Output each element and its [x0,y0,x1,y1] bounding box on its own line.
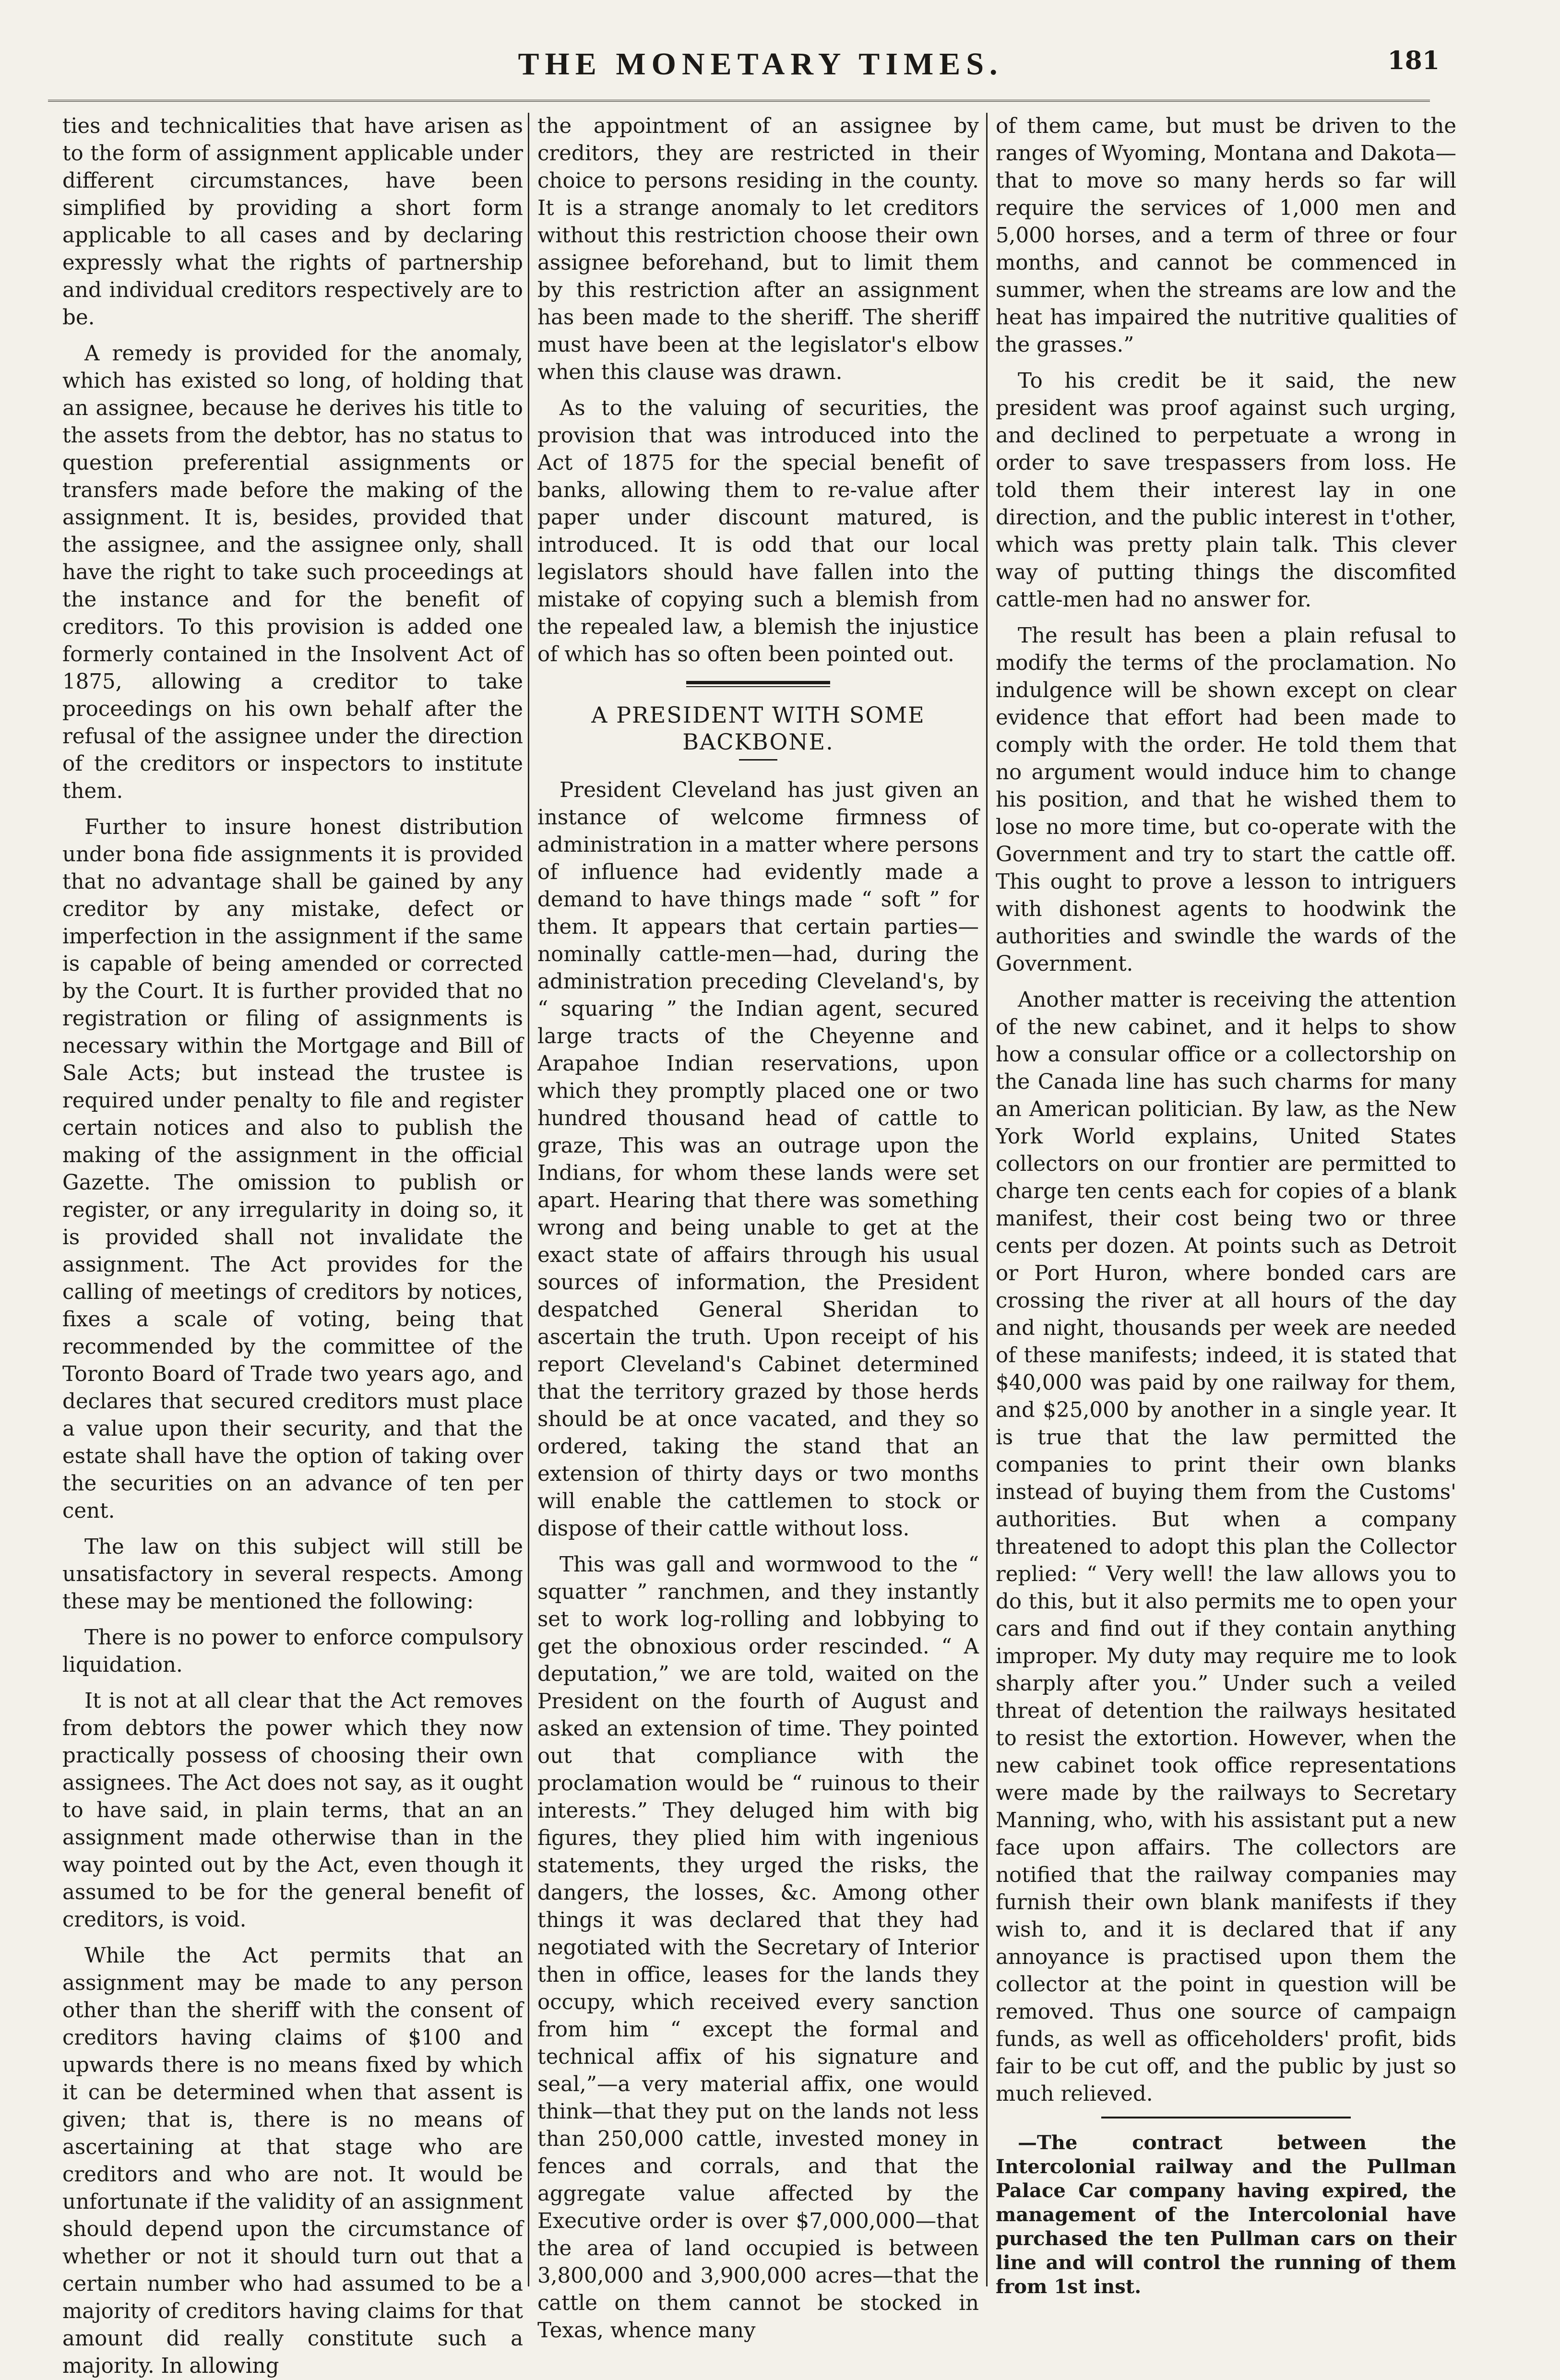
paragraph: The law on this subject will still be unsatisfactory in several respects. Among these may be mentioned the following: [62,1535,523,1614]
column-1 [62,113,523,2378]
paragraph: Another matter is receiving the attention of the new cabinet, and it helps to show how a consular office or a collectorship on the Canada line has such charms for many an American politician. By law, as the New York World explains, United States collectors on our frontier are permitted to charge ten cents each for copies of a blank manifest, their cost being two or three cents per dozen. At points such as Detroit or Port Huron, where bonded cars are crossing the river at all hours of the day and night, thousands per week are needed of these manifests; indeed, it is stated that $40,000 was paid by one railway for them, and $25,000 by another in a single year. It is true that the law permitted the companies to print their own blanks instead of buying them from the Customs' authorities. But when a company threatened to adopt this plan the Collector replied: “ Very well! the law allows you to do this, but it also permits me to open your cars and find out if they contain anything improper. My duty may require me to look sharply after you.” Under such a veiled threat of detention the railways hesitated to resist the extortion. However, when the new cabinet took office representations were made by the railways to Secretary Manning, who, with his assistant put a new face upon affairs. The collectors are notified that the railway companies may furnish their own blank manifests if they wish to, and it is declared that if any annoyance is practised upon them the collector at the point in question will be removed. Thus one source of campaign funds, as well as officeholders' profit, bids fair to be cut off, and the public by just so much relieved. [996,988,1456,2106]
paragraph: President Cleveland has just given an instance of welcome firmness of administration in a matter where persons of influence had evidently made a demand to have things made “ soft ” for them. It appears that certain parties—nominally cattle-men—had, during the administration preceding Cleveland's, by “ squaring ” the Indian agent, secured large tracts of the Cheyenne and Arapahoe Indian reservations, upon which they promptly placed one or two hundred thousand head of cattle to graze, This was an outrage upon the Indians, for whom these lands were set apart. Hearing that there was something wrong and being unable to get at the exact state of affairs through his usual sources of information, the President despatched General Sheridan to ascertain the truth. Upon receipt of his report Cleveland's Cabinet determined that the territory grazed by those herds should be at once vacated, and they so ordered, taking the stand that an extension of thirty days or two months will enable the cattlemen to stock or dispose of their cattle without loss. [537,778,979,1541]
newspaper-title: THE MONETARY TIMES. [518,47,1003,82]
paragraph: As to the valuing of securities, the provision that was introduced into the Act of 1875 for the special benefit of banks, allowing them to re-value after paper under discount matured, is introduced. It is odd that our local legislators should have fallen into the mistake of copying such a blemish from the repealed law, a blemish the injustice of which has so often been pointed out. [537,396,979,666]
column-2 [537,113,979,2343]
headline-underline [739,759,777,761]
section-divider [1101,2117,1351,2118]
news-note: —The contract between the Intercolonial railway and the Pullman Palace Car company having expired, the management of the Intercolonial have purchased the ten Pullman cars on their line and will control the running of them from 1st inst. [996,2131,1456,2298]
paragraph: of them came, but must be driven to the ranges of Wyoming, Montana and Dakota—that to move so many herds so far will require the services of 1,000 men and 5,000 horses, and a term of three or four months, and cannot be commenced in summer, when the streams are low and the heat has impaired the nutritive qualities of the grasses.” [996,114,1456,357]
paragraph: The result has been a plain refusal to modify the terms of the proclamation. No indulgence will be shown except on clear evidence that effort had been made to comply with the order. He told them that no argument would induce him to change his position, and that he wished them to lose no more time, but co-operate with the Government and try to start the cattle off. This ought to prove a lesson to intriguers with dishonest agents to hoodwink the authorities and swindle the wards of the Government. [996,624,1456,976]
column-rule-1 [528,113,529,2286]
column-rule-2 [986,113,988,2286]
column-3 [996,113,1456,2298]
paragraph: This was gall and wormwood to the “ squatter ” ranchmen, and they instantly set to work log-rolling and lobbying to get the obnoxious order rescinded. “ A deputation,” we are told, waited on the President on the fourth of August and asked an extension of time. They pointed out that compliance with the proclamation would be “ ruinous to their interests.” They deluged him with big figures, they plied him with ingenious statements, they urged the risks, the dangers, the losses, &c. Among other things it was declared that they had negotiated with the Secretary of Interior then in office, leases for the lands they occupy, which received every sanction from him “ except the formal and technical affix of his signature and seal,”—a very material affix, one would think—that they put on the lands not less than 250,000 cattle, invested money in fences and corrals, and that the aggregate value affected by the Executive order is over $7,000,000—that the area of land occupied is between 3,800,000 and 3,900,000 acres—that the cattle on them cannot be stocked in Texas, whence many [537,1553,979,2343]
paragraph: Further to insure honest distribution under bona fide assignments it is provided that no advantage shall be gained by any creditor by any mistake, defect or imperfection in the assignment if the same is capable of being amended or corrected by the Court. It is further provided that no registration or filing of assignments is necessary within the Mortgage and Bill of Sale Acts; but instead the trustee is required under penalty to file and register certain notices and also to publish the making of the assignment in the official Gazette. The omission to publish or register, or any irregularity in doing so, it is provided shall not invalidate the assignment. The Act provides for the calling of meetings of creditors by notices, fixes a scale of voting, being that recommended by the committee of the Toronto Board of Trade two years ago, and declares that secured creditors must place a value upon their security, and that the estate shall have the option of taking over the securities on an advance of ten per cent. [62,815,523,1523]
paragraph: It is not at all clear that the Act removes from debtors the power which they now practically possess of choosing their own assignees. The Act does not say, as it ought to have said, in plain terms, that an an assignment made otherwise than in the way pointed out by the Act, even though it assumed to be for the general benefit of creditors, is void. [62,1689,523,1932]
paragraph: ties and technicalities that have arisen as to the form of assignment applicable under different circumstances, have been simplified by providing a short form applicable to all cases and by declaring expressly what the rights of partnership and individual creditors respectively are to be. [62,114,523,330]
page-number: 181 [1387,46,1440,75]
paragraph: A remedy is provided for the anomaly, which has existed so long, of holding that an assignee, because he derives his title to the assets from the debtor, has no status to question preferential assignments or transfers made before the making of the assignment. It is, besides, provided that the assignee, and the assignee only, shall have the right to take such proceedings at the instance and for the benefit of creditors. To this provision is added one formerly contained in the Insolvent Act of 1875, allowing a creditor to take proceedings on his own behalf after the refusal of the assignee under the direction of the creditors or inspectors to institute them. [62,342,523,803]
header-rule [48,100,1430,102]
paragraph: the appointment of an assignee by creditors, they are restricted in their choice to persons residing in the county. It is a strange anomaly to let creditors without this restriction choose their own assignee beforehand, but to limit them by this restriction after an assignment has been made to the sheriff. The sheriff must have been at the legislator's elbow when this clause was drawn. [537,114,979,384]
paragraph: To his credit be it said, the new president was proof against such urging, and declined to perpetuate a wrong in order to save trespassers from loss. He told them their interest lay in one direction, and the public interest in t'other, which was pretty plain talk. This clever way of putting things the discomfited cattle-men had no answer for. [996,369,1456,612]
section-divider [686,681,830,687]
paragraph: While the Act permits that an assignment may be made to any person other than the sheriff with the consent of creditors having claims of $100 and upwards there is no means fixed by which it can be determined when that assent is given; that is, there is no means of ascertaining at that stage who are creditors and who are not. It would be unfortunate if the validity of an assignment should depend upon the circumstance of whether or not it should turn out that a certain number who had assumed to be a majority of creditors having claims for that amount did really constitute such a majority. In allowing [62,1944,523,2378]
article-headline: A PRESIDENT WITH SOME BACKBONE. [591,702,925,755]
paragraph: There is no power to enforce compulsory liquidation. [62,1626,523,1677]
masthead [29,46,1492,99]
